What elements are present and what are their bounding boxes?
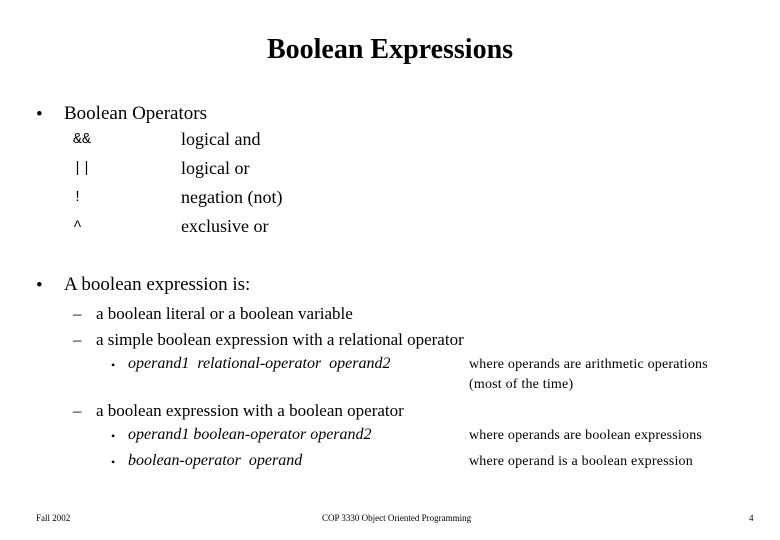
operator-symbol: ^ (73, 218, 83, 235)
section-heading-expression: A boolean expression is: (64, 274, 251, 295)
boolean-form: boolean-operator operand (128, 452, 303, 469)
list-item: a simple boolean expression with a relational operator (96, 330, 464, 349)
bullet: • (36, 275, 43, 296)
boolean-form: operand1 boolean-operator operand2 (128, 426, 372, 443)
relational-note-sub: (most of the time) (469, 377, 574, 392)
sub-bullet: • (111, 429, 116, 443)
boolean-form-note: where operands are boolean expressions (469, 428, 703, 443)
operator-meaning: logical or (181, 158, 250, 178)
operator-meaning: logical and (181, 129, 261, 149)
relational-form: operand1 relational-operator operand2 (128, 355, 391, 372)
operator-meaning: negation (not) (181, 187, 283, 207)
bullet: • (36, 104, 43, 125)
relational-note: where operands are arithmetic operations (469, 357, 708, 372)
list-item: a boolean literal or a boolean variable (96, 304, 353, 323)
operator-symbol: ! (73, 189, 83, 206)
footer-course: COP 3330 Object Oriented Programming (322, 513, 472, 523)
page-number: 4 (749, 513, 754, 523)
operator-meaning: exclusive or (181, 216, 269, 236)
footer-date: Fall 2002 (36, 513, 71, 523)
slide-title: Boolean Expressions (266, 34, 514, 65)
operator-symbol: && (73, 131, 92, 148)
dash-marker: – (73, 330, 82, 349)
operator-symbol: || (73, 160, 92, 177)
dash-marker: – (73, 304, 82, 323)
list-item: a boolean expression with a boolean operator (96, 401, 404, 420)
dash-marker: – (73, 401, 82, 420)
sub-bullet: • (111, 455, 116, 469)
sub-bullet: • (111, 358, 116, 372)
section-heading-operators: Boolean Operators (64, 103, 207, 124)
boolean-form-note: where operand is a boolean expression (469, 454, 693, 469)
